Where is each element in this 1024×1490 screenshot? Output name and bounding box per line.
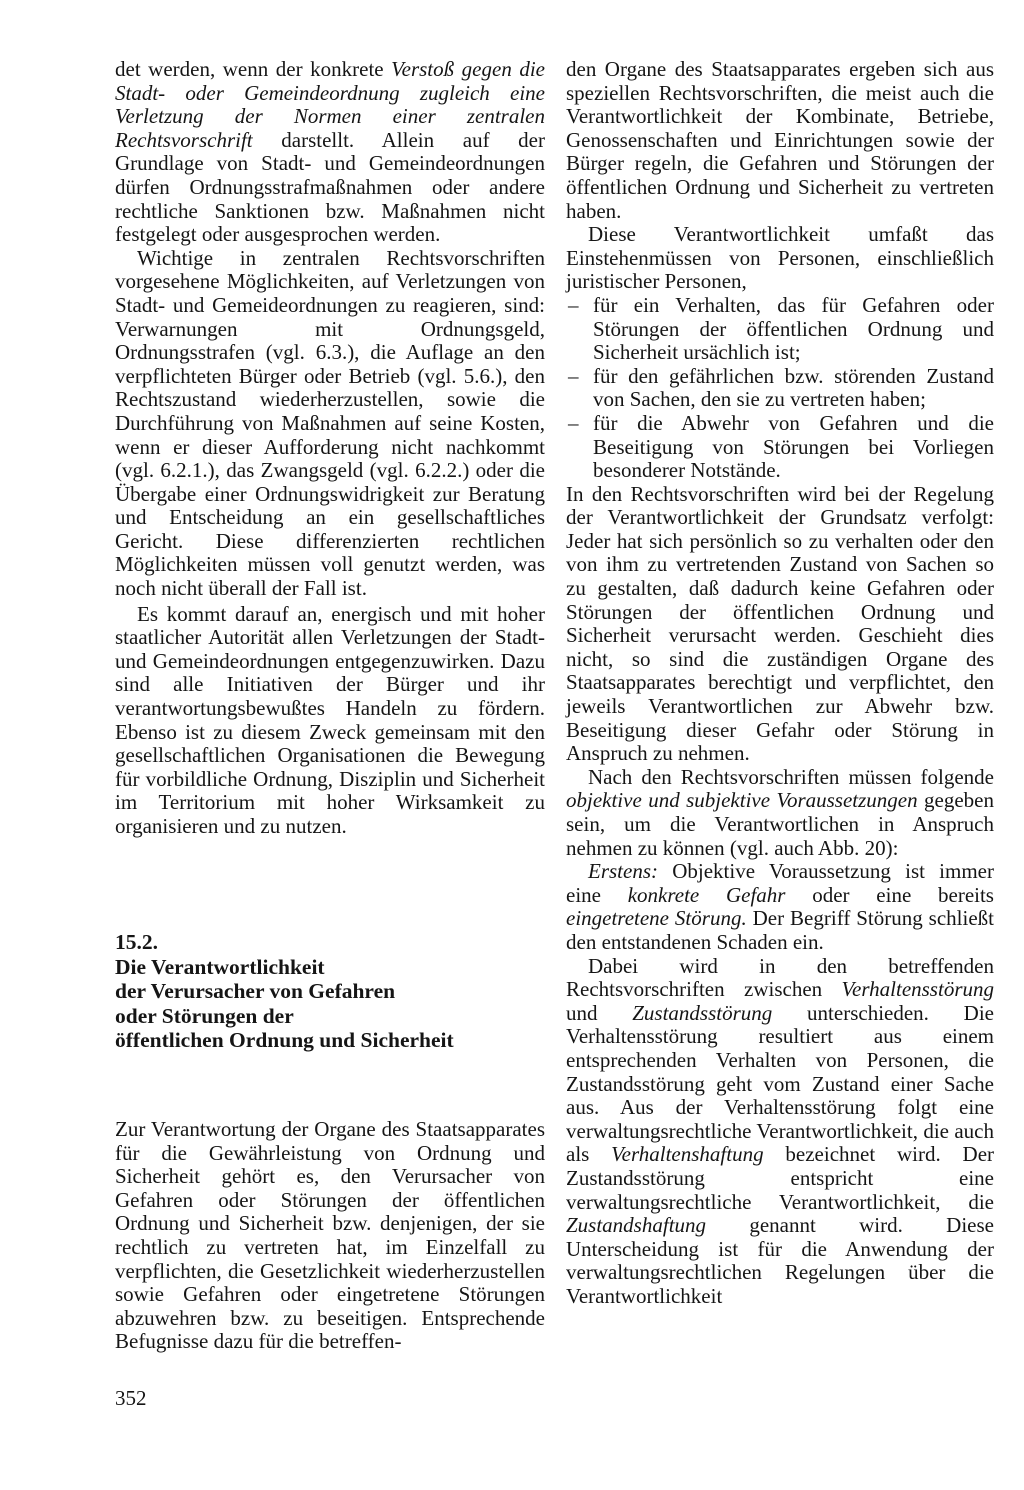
italic-text: Erstens:	[588, 859, 658, 884]
text-run: gegeben sein, um die Verantwortlichen in Anspruch nehmen zu können (vgl. auch Abb. 20):	[566, 788, 994, 860]
paragraph: In den Rechtsvorschriften wird bei der Regelung der Verantwortlichkeit der Grundsatz verfolgt: Jeder hat sich persönlich so zu verhalten oder den von ihm zu vertretenden Zustand von Sachen so zu gestalten, daß dadurch keine Gefahren oder Störungen der öffentlichen Ordnung und Sicherheit verursacht werden. Geschieht dies nicht, so sind die zuständigen Organe des Staatsapparates berechtigt und verpflichtet, den jeweils Verantwortlichen zur Abwehr bzw. Beseitigung dieser Gefahr oder Störung in Anspruch zu nehmen.	[566, 481, 994, 766]
section-number: 15.2.	[115, 930, 158, 954]
italic-text: Verstoß gegen die Stadt- oder Gemeindeordnung zugleich eine Verletzung der Normen einer zentralen Rechtsvorschrift	[115, 57, 545, 152]
text-run: genannt wird. Diese Unterscheidung ist für die Anwendung der verwaltungsrechtlichen Regelungen über die Verantwortlichkeit	[566, 1213, 994, 1308]
section-title-line: öffentlichen Ordnung und Sicherheit	[115, 1028, 454, 1052]
section-title-line: oder Störungen der	[115, 1003, 294, 1028]
section-title-line: Die Verantwortlichkeit	[115, 954, 325, 979]
text-run: Nach den Rechtsvorschriften müssen folgende	[588, 764, 994, 789]
list-item: – für die Abwehr von Gefahren und die Beseitigung von Störungen bei Vorliegen besonderer Notstände.	[566, 412, 994, 483]
paragraph	[566, 860, 994, 954]
paragraph: Es kommt darauf an, energisch und mit hoher staatlicher Autorität allen Verletzungen der Stadt- und Gemeindeordnungen entgegenzuwirken. Dazu sind alle Initiativen der Bürger und ihr verantwortungsbewußtes Handeln zu fördern. Ebenso ist zu diesem Zweck gemeinsam mit den gesellschaftlichen Organisationen die Bewegung für vorbildliche Ordnung, Disziplin und Sicherheit im Territorium mit hoher Wirksamkeit zu organisieren und zu nutzen.	[115, 601, 545, 838]
text-run: unterschieden. Die Verhaltensstörung resultiert aus einem entsprechenden Verhalten von Personen, die Zustandsstörung geht vom Zustand einer Sache aus. Aus der Verhaltensstörung folgt eine verwaltungsrechtliche Verantwortlichkeit, die auch als	[566, 1000, 994, 1167]
italic-text: konkrete Gefahr	[627, 882, 786, 907]
text-run: Der Begriff Störung schließt den entstandenen Schaden ein.	[566, 906, 994, 954]
left-column	[115, 58, 545, 839]
italic-text: Verhaltenshaftung	[611, 1142, 764, 1167]
left-column-lower	[115, 1118, 545, 1354]
text-run: und	[566, 1000, 633, 1025]
paragraph: Zur Verantwortung der Organe des Staatsapparates für die Gewährleistung von Ordnung und Sicherheit gehört es, den Verursacher von Gefahren oder Störungen der öffentlichen Ordnung und Sicherheit bzw. denjenigen, der sie rechtlich zu vertreten hat, im Einzelfall zu verpflichten, die Gesetzlichkeit wiederherzustellen sowie Gefahren oder eingetretene Störungen abzuwehren bzw. zu beseitigen. Entsprechende Befugnisse dazu für die betreffen-	[115, 1117, 545, 1354]
italic-text: objektive und subjektive Voraussetzungen	[566, 788, 918, 813]
paragraph: den Organe des Staatsapparates ergeben sich aus speziellen Rechtsvorschriften, die meist auch die Verantwortlichkeit der Kombinate, Betriebe, Genossenschaften und Einrichtungen sowie der Bürger regeln, die Gefahren und Störungen der öffentlichen Ordnung und Sicherheit zu vertreten haben.	[566, 57, 994, 223]
section-heading	[115, 930, 545, 1053]
list-item: – für den gefährlichen bzw. störenden Zustand von Sachen, den sie zu vertreten haben;	[566, 365, 994, 412]
italic-text: Zustandshaftung	[566, 1213, 707, 1238]
right-column	[566, 58, 994, 1308]
paragraph	[566, 766, 994, 860]
italic-text: eingetretene Störung.	[566, 906, 747, 931]
text-run: Objektive Voraussetzung ist immer eine	[566, 859, 994, 907]
italic-text: Verhaltensstörung	[841, 977, 994, 1002]
paragraph: Wichtige in zentralen Rechtsvorschriften vorgesehene Möglichkeiten, auf Verletzungen von Stadt- und Gemeideordnungen zu reagieren, sind: Verwarnungen mit Ordnungsgeld, Ordnungsstrafen (vgl. 6.3.), die Auflage an den verpflichteten Bürger oder Betrieb (vgl. 5.6.), den Rechtszustand wiederherzustellen, sowie die Durchführung von Maßnahmen auf seine Kosten, wenn er dieser Aufforderung nicht nachkommt (vgl. 6.2.1.), das Zwangsgeld (vgl. 6.2.2.) oder die Übergabe einer Ordnungswidrigkeit zur Beratung und Entscheidung an ein gesellschaftliches Gericht. Diese differenzierten rechtlichen Möglichkeiten müssen voll genutzt werden, was noch nicht überall der Fall ist.	[115, 245, 545, 601]
list-item: – für ein Verhalten, das für Gefahren oder Störungen der öffentlichen Ordnung und Sicherheit ursächlich ist;	[566, 294, 994, 365]
text-run: Dabei wird in den betreffenden Rechtsvorschriften zwischen	[566, 953, 994, 1002]
paragraph: Diese Verantwortlichkeit umfaßt das Einstehenmüssen von Personen, einschließlich juristischer Personen,	[566, 222, 994, 294]
section-title-line: der Verursacher von Gefahren	[115, 979, 396, 1003]
paragraph	[566, 955, 994, 1309]
text-run: darstellt. Allein auf der Grundlage von Stadt- und Gemeindeordnungen dürfen Ordnungsstrafmaßnahmen oder andere rechtliche Sanktionen bzw. Maßnahmen nicht festgelegt oder ausgesprochen werden.	[115, 127, 545, 247]
text-run: bezeichnet wird. Der Zustandsstörung entspricht eine verwaltungsrechtliche Verantwortlichkeit, die	[566, 1142, 995, 1214]
text-run: det werden, wenn der konkrete	[115, 57, 392, 81]
paragraph	[115, 58, 545, 247]
dash-list	[566, 294, 994, 483]
text-run: oder eine bereits	[785, 882, 994, 907]
italic-text: Zustandsstörung	[632, 1000, 773, 1025]
page-number: 352	[115, 1386, 147, 1410]
